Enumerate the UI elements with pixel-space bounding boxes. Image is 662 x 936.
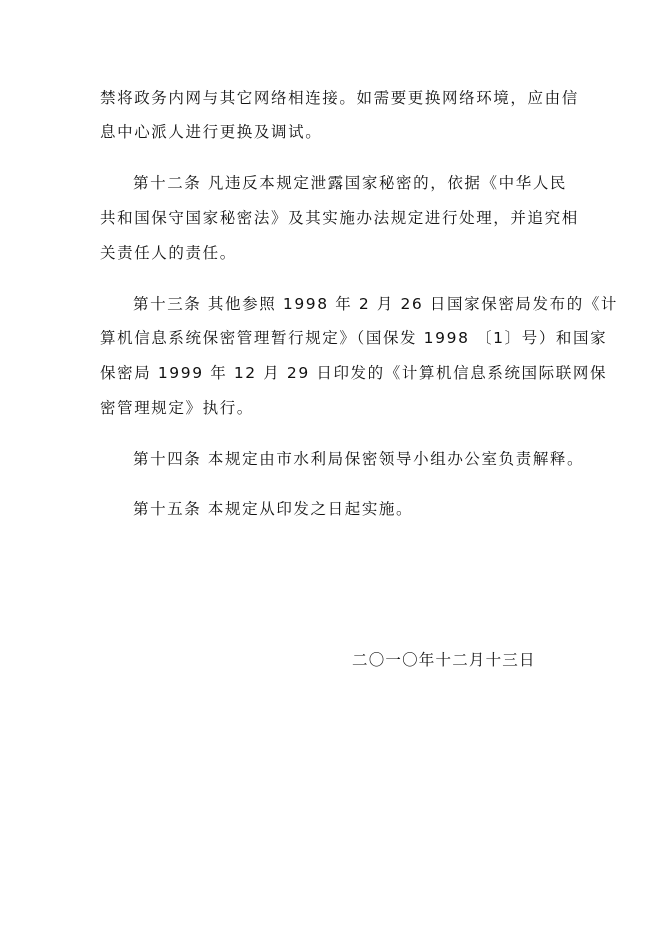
article-12-line-1: 第十二条 凡违反本规定泄露国家秘密的，依据《中华人民: [133, 174, 568, 192]
article-12-line-2: 共和国保守国家秘密法》及其实施办法规定进行处理，并追究相: [100, 209, 579, 227]
article-13-line-1: 第十三条 其他参照 1998 年 2 月 26 日国家保密局发布的《计: [133, 295, 619, 313]
document-date: 二〇一〇年十二月十三日: [352, 651, 536, 669]
article-13-line-3: 保密局 1999 年 12 月 29 日印发的《计算机信息系统国际联网保: [100, 364, 608, 382]
article-13-line-2: 算机信息系统保密管理暂行规定》（国保发 1998 〔1〕号）和国家: [100, 329, 608, 347]
article-15-line-1: 第十五条 本规定从印发之日起实施。: [133, 500, 414, 518]
paragraph-continuation-line-1: 禁将政务内网与其它网络相连接。如需要更换网络环境，应由信: [100, 89, 579, 107]
article-13-line-4: 密管理规定》执行。: [100, 399, 254, 417]
paragraph-continuation-line-2: 息中心派人进行更换及调试。: [100, 123, 323, 141]
article-12-line-3: 关责任人的责任。: [100, 244, 237, 262]
article-14-line-1: 第十四条 本规定由市水利局保密领导小组办公室负责解释。: [133, 450, 585, 468]
